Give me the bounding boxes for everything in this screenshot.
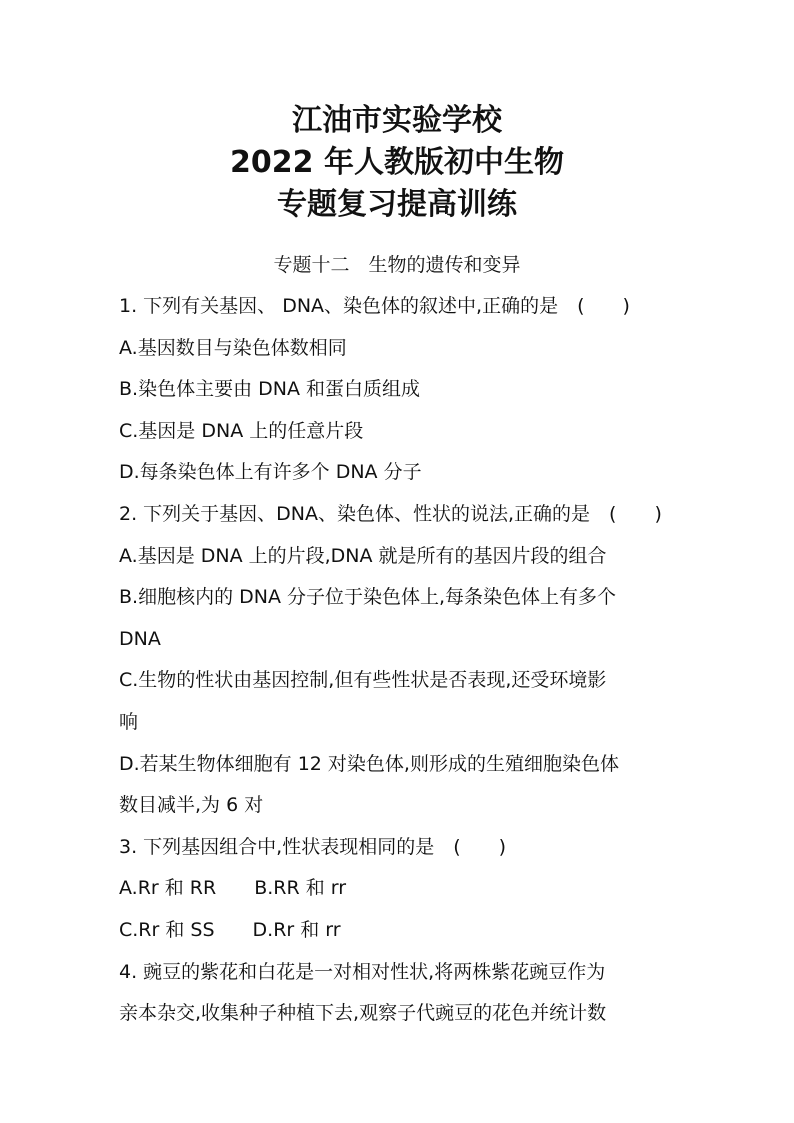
- question-stem-continued: 亲本杂交,收集种子种植下去,观察子代豌豆的花色并统计数: [119, 1002, 607, 1025]
- option-d: D.Rr 和 rr: [252, 918, 341, 941]
- option-line: C.基因是 DNA 上的任意片段: [119, 419, 364, 442]
- option-row: [119, 916, 699, 958]
- option-line: D.若某生物体细胞有 12 对染色体,则形成的生殖细胞染色体: [119, 752, 619, 775]
- question-stem: 4. 豌豆的紫花和白花是一对相对性状,将两株紫花豌豆作为: [119, 960, 606, 983]
- option-line: 数目减半,为 6 对: [119, 794, 264, 817]
- school-title: 江油市实验学校: [292, 103, 502, 138]
- option-line: B.细胞核内的 DNA 分子位于染色体上,每条染色体上有多个: [119, 586, 617, 609]
- question-stem: 1. 下列有关基因、 DNA、染色体的叙述中,正确的是 ( ): [119, 295, 630, 317]
- topic-heading: 专题十二 生物的遗传和变异: [273, 254, 521, 276]
- option-b: B.RR 和 rr: [254, 877, 347, 900]
- option-row: [119, 874, 699, 916]
- option-a: A.Rr 和 RR: [119, 877, 217, 900]
- course-title: 2022 年人教版初中生物: [230, 145, 564, 180]
- option-line: A.基因是 DNA 上的片段,DNA 就是所有的基因片段的组合: [119, 544, 607, 567]
- question-stem: 2. 下列关于基因、DNA、染色体、性状的说法,正确的是 ( ): [119, 502, 662, 525]
- option-line: B.染色体主要由 DNA 和蛋白质组成: [119, 378, 420, 401]
- option-line: D.每条染色体上有许多个 DNA 分子: [119, 461, 422, 484]
- option-line: C.生物的性状由基因控制,但有些性状是否表现,还受环境影: [119, 669, 607, 692]
- option-line: A.基因数目与染色体数相同: [119, 336, 347, 359]
- series-title: 专题复习提高训练: [277, 187, 517, 222]
- option-line: DNA: [119, 627, 161, 650]
- option-c: C.Rr 和 SS: [119, 918, 215, 941]
- question-stem: 3. 下列基因组合中,性状表现相同的是 ( ): [119, 835, 507, 858]
- document-header: [0, 100, 794, 226]
- option-line: 响: [119, 710, 139, 733]
- question-list: [119, 292, 699, 1041]
